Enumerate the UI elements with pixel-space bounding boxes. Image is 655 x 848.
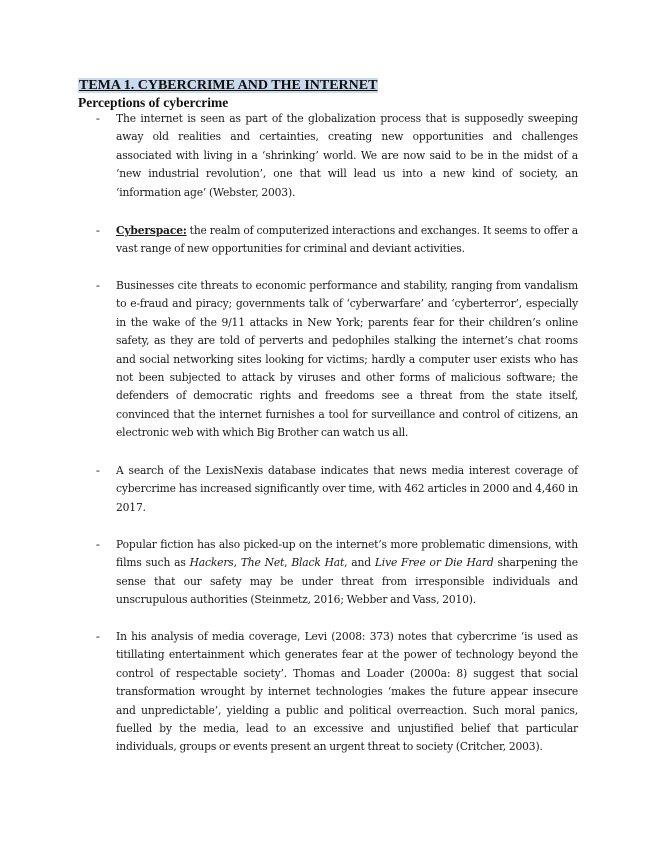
film-title: Hackers [189, 556, 234, 570]
bullet-text: Cyberspace: the realm of computerized interactions and exchanges. It seems to offer a vast range of new opportunities for criminal and deviant activities. [116, 224, 578, 256]
bullet-text: Popular fiction has also picked-up on the internet’s more problematic dimensions, with films such as Hackers, The Net, Black Hat, and Live Free or Die Hard sharpening the sense that our safety may be under threat from irresponsible individuals and unscrupulous authorities (Steinmetz, 2016; Webber and Vass, 2010). [116, 538, 578, 607]
bullet-text: Businesses cite threats to economic performance and stability, ranging from vandalism to e-fraud and piracy; governments talk of ‘cyberwarfare’ and ‘cyberterror’, especially in the wake of the 9/11 attacks in New York; parents fear for their children’s online safety, as they are told of perverts and pedophiles stalking the internet’s chat rooms and social networking sites looking for victims; hardly a computer user exists who has not been subjected to attack by viruses and other forms of malicious software; the defenders of democratic rights and freedoms see a threat from the state itself, convinced that the internet furnishes a tool for surveillance and control of citizens, an electronic web with which Big Brother can watch us all. [116, 279, 578, 440]
bullet-dash: - [96, 113, 100, 125]
bullet-item [78, 110, 578, 202]
bullet-item [78, 462, 578, 517]
bullet-dash: - [96, 280, 100, 292]
bullet-text: A search of the LexisNexis database indicates that news media interest coverage of cybercrime has increased significantly over time, with 462 articles in 2000 and 4,460 in 2017. [116, 464, 578, 514]
film-title: Black Hat [291, 556, 345, 570]
bullet-dash: - [96, 465, 100, 477]
bullet-text: The internet is seen as part of the globalization process that is supposedly sweeping away old realities and certainties, creating new opportunities and challenges associated with living in a ‘shrinking’ world. We are now said to be in the midst of a ‘new industrial revolution’, one that will lead us into a new kind of society, an ‘information age’ (Webster, 2003). [116, 112, 578, 199]
film-title: Live Free or Die Hard [374, 556, 494, 570]
cyberspace-term: Cyberspace: [116, 224, 187, 237]
bullet-item [78, 277, 578, 443]
bullet-item [78, 536, 578, 610]
bullet-dash: - [96, 631, 100, 643]
bullet-dash: - [96, 539, 100, 551]
bullet-dash: - [96, 225, 100, 237]
bullet-item [78, 628, 578, 757]
section-subtitle: Perceptions of cybercrime [78, 95, 229, 110]
bullet-item [78, 222, 578, 259]
section-title: TEMA 1. CYBERCRIME AND THE INTERNET [79, 78, 378, 93]
film-title: The Net [240, 556, 285, 570]
bullet-text: In his analysis of media coverage, Levi (2008: 373) notes that cybercrime ‘is used as titillating entertainment which generates fear at the power of technology beyond the control of respectable society’. Thomas and Loader (2000a: 8) suggest that social transformation wrought by internet technologies ‘makes the future appear insecure and unpredictable’, yielding a public and political overreaction. Such moral panics, fuelled by the media, lead to an excessive and unjustified belief that particular individuals, groups or events present an urgent threat to society (Critcher, 2003). [116, 630, 578, 754]
